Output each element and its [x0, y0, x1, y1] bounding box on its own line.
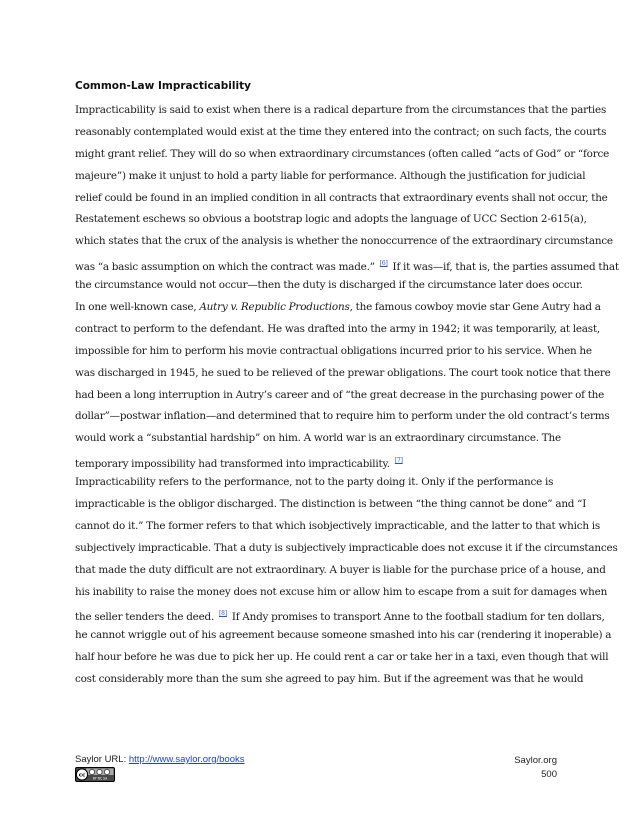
- cc-terms-text: BY NC SA: [92, 776, 108, 781]
- text-segment: If Andy promises to transport Anne to the football stadium for ten dollars,: [228, 611, 605, 624]
- text-segment: cannot do it.” The former refers to that which isobjectively impracticable, and the latter to that which is: [75, 519, 601, 532]
- text-segment: that made the duty difficult are not extraordinary. A buyer is liable for the purchase price of a house, and: [75, 563, 606, 576]
- text-segment: Restatement eschews so obvious a bootstrap logic and adopts the language of UCC Section 2-615(a),: [75, 213, 587, 226]
- text-segment: reasonably contemplated would exist at the time they entered into the contract; on such facts, the courts: [75, 125, 607, 138]
- footer-site: Saylor.org: [514, 755, 557, 766]
- text-line: [75, 341, 592, 363]
- text-line: [75, 516, 601, 538]
- text-line: [75, 275, 583, 297]
- text-line: [75, 100, 607, 122]
- text-segment: half hour before he was due to pick her up. He could rent a car or take her in a taxi, even though that will: [75, 651, 609, 664]
- footer-url-label: Saylor URL:: [75, 754, 129, 765]
- text-line: [75, 450, 555, 472]
- text-segment: In one well-known case,: [75, 301, 200, 314]
- cc-logo-text: cc: [78, 772, 86, 779]
- text-line: [75, 472, 555, 494]
- footnote-link[interactable]: [8]: [219, 610, 227, 618]
- text-line: [75, 188, 608, 210]
- text-line: [75, 560, 606, 582]
- text-line: [75, 647, 609, 669]
- text-line: [75, 363, 611, 385]
- text-line: [75, 144, 610, 166]
- text-line: [75, 406, 610, 428]
- text-line: [75, 297, 601, 319]
- text-segment: might grant relief. They will do so when extraordinary circumstances (often called “acts of God” or “force: [75, 147, 610, 160]
- text-segment: impracticable is the obligor discharged. The distinction is between “the thing cannot be done” and “I: [75, 498, 587, 511]
- text-line: [75, 603, 605, 625]
- text-segment: , the famous cowboy movie star Gene Autry had a: [349, 301, 601, 314]
- text-segment: he cannot wriggle out of his agreement because someone smashed into his car (rendering it inoperable) a: [75, 629, 612, 642]
- body-text: [75, 100, 619, 691]
- text-line: [75, 319, 601, 341]
- text-segment: temporary impossibility had transformed into impracticability.: [75, 458, 393, 471]
- text-segment: majeure”) make it unjust to hold a party liable for performance. Although the justification for judicial: [75, 169, 586, 182]
- text-segment: impossible for him to perform his movie contractual obligations incurred prior to his service. When he: [75, 344, 592, 357]
- text-segment: subjectively impracticable. That a duty is subjectively impracticable does not excuse it if the circumstances: [75, 541, 618, 554]
- text-segment: had been a long interruption in Autry’s career and of “the great decrease in the purchasing power of the: [75, 388, 605, 401]
- text-line: [75, 582, 608, 604]
- footer-source: [75, 754, 245, 765]
- text-segment: was “a basic assumption on which the contract was made.”: [75, 261, 378, 274]
- text-line: [75, 231, 613, 253]
- text-segment: was discharged in 1945, he sued to be relieved of the prewar obligations. The court took notice that there: [75, 366, 611, 379]
- text-line: [75, 428, 561, 450]
- text-segment: If it was—if, that is, the parties assumed that: [389, 261, 619, 274]
- text-line: [75, 385, 605, 407]
- creative-commons-by-license-icon[interactable]: [75, 767, 115, 782]
- text-line: [75, 625, 612, 647]
- text-line: [75, 253, 619, 275]
- text-line: [75, 538, 618, 560]
- text-line: [75, 494, 587, 516]
- page-number: 500: [541, 769, 557, 780]
- case-title: Autry v. Republic Productions: [199, 301, 350, 314]
- text-segment: contract to perform to the defendant. He was drafted into the army in 1942; it was temporarily, at least,: [75, 322, 601, 335]
- text-segment: Impracticability refers to the performance, not to the party doing it. Only if the performance is: [75, 476, 554, 489]
- text-segment: Impracticability is said to exist when there is a radical departure from the circumstances that the parties: [75, 104, 607, 116]
- text-segment: would work a “substantial hardship” on him. A world war is an extraordinary circumstance. The: [75, 432, 561, 445]
- text-segment: relief could be found in an implied condition in all contracts that extraordinary events shall not occur, the: [75, 191, 608, 204]
- text-segment: cost considerably more than the sum she agreed to pay him. But if the agreement was that he would: [75, 673, 584, 686]
- text-segment: his inability to raise the money does not excuse him or allow him to escape from a suit for damages when: [75, 585, 608, 598]
- text-line: [75, 122, 607, 144]
- text-segment: the circumstance would not occur—then the duty is discharged if the circumstance later does occur.: [75, 279, 583, 292]
- section-heading: Common-Law Impracticability: [75, 80, 251, 92]
- text-segment: which states that the crux of the analysis is whether the nonoccurrence of the extraordinary circumstance: [75, 235, 613, 248]
- footer-page-info: [514, 754, 557, 782]
- footnote-link[interactable]: [7]: [394, 457, 403, 465]
- text-line: [75, 209, 587, 231]
- text-line: [75, 166, 586, 188]
- footer-url-link[interactable]: http://www.saylor.org/books: [128, 754, 245, 765]
- footnote-link[interactable]: [6]: [379, 260, 388, 268]
- text-line: [75, 669, 584, 691]
- text-segment: dollar”—postwar inflation—and determined that to require him to perform under the old contract’s terms: [75, 410, 610, 423]
- text-segment: the seller tenders the deed.: [75, 611, 218, 624]
